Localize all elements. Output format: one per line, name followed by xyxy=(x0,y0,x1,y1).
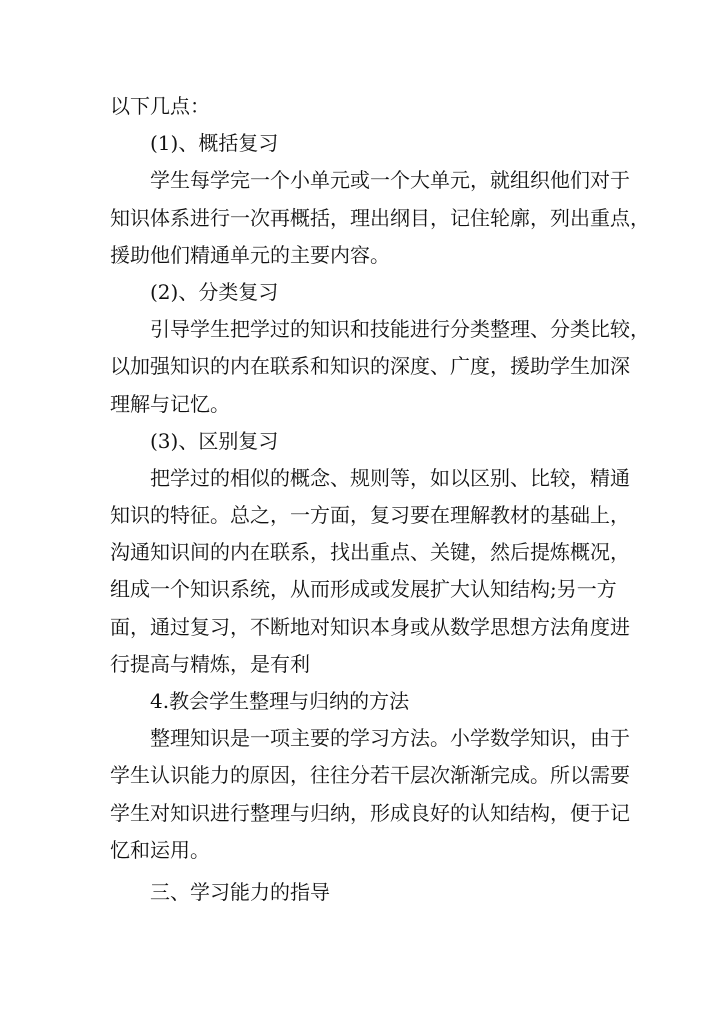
text-line: 知识体系进行一次再概括，理出纲目，记住轮廓，列出重点， xyxy=(110,205,650,230)
text-line: 组成一个知识系统，从而形成或发展扩大认知结构;另一方 xyxy=(110,577,617,602)
text-line: 面，通过复习，不断地对知识本身或从数学思想方法角度进 xyxy=(110,614,630,639)
text-line: 整理知识是一项主要的学习方法。小学数学知识，由于 xyxy=(150,726,630,751)
text-line: 理解与记忆。 xyxy=(110,391,230,416)
text-line: 知识的特征。总之，一方面，复习要在理解教材的基础上， xyxy=(110,503,630,528)
text-line: 以加强知识的内在联系和知识的深度、广度，援助学生加深 xyxy=(110,354,630,379)
section-heading-2: (2)、分类复习 xyxy=(150,279,279,304)
text-line: 把学过的相似的概念、规则等，如以区别、比较，精通 xyxy=(150,465,630,490)
section-heading-1: (1)、概括复习 xyxy=(150,131,279,156)
text-line: 行提高与精炼，是有利 xyxy=(110,651,310,676)
section-heading-3: (3)、区别复习 xyxy=(150,428,279,453)
chapter-heading: 三、学习能力的指导 xyxy=(150,879,330,904)
section-heading-4: 4.教会学生整理与归纳的方法 xyxy=(150,689,410,713)
document-body xyxy=(110,88,650,911)
text-line: 以下几点： xyxy=(110,94,210,118)
text-line: 引导学生把学过的知识和技能进行分类整理、分类比较， xyxy=(150,317,650,342)
text-line: 学生对知识进行整理与归纳，形成良好的认知结构，便于记 xyxy=(110,800,630,825)
text-line: 援助他们精通单元的主要内容。 xyxy=(110,242,390,267)
text-line: 沟通知识间的内在联系，找出重点、关键，然后提炼概况， xyxy=(110,540,630,565)
text-line: 学生认识能力的原因，往往分若干层次渐渐完成。所以需要 xyxy=(110,763,630,788)
text-line: 忆和运用。 xyxy=(110,837,210,862)
text-line: 学生每学完一个小单元或一个大单元，就组织他们对于 xyxy=(150,168,630,193)
